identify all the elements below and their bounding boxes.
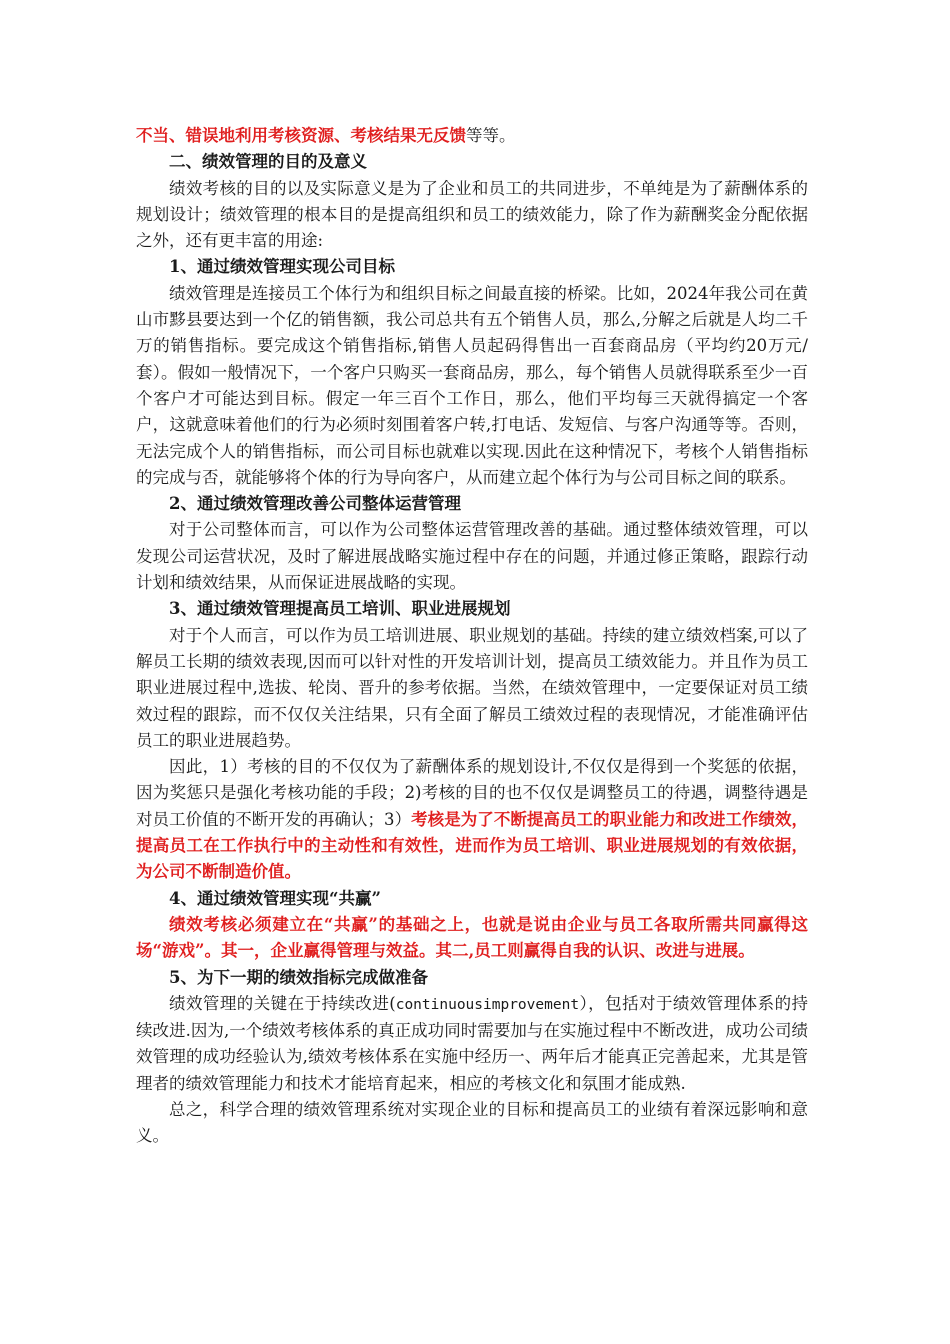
- paragraph-training: 对于个人而言，可以作为员工培训进展、职业规划的基础。持续的建立绩效档案,可以了解员工长期的绩效表现,因而可以针对性的开发培训计划，提高员工绩效能力。并且作为员工职业进展过程中,选拔、轮岗、晋升的参考依据。当然，在绩效管理中，一定要保证对员工绩效过程的跟踪，而不仅仅关注结果，只有全面了解员工绩效过程的表现情况，才能准确评估员工的职业进展趋势。: [136, 625, 808, 750]
- section-heading-2: 二、绩效管理的目的及意义: [169, 152, 367, 172]
- subheading-3: 3、通过绩效管理提高员工培训、职业进展规划: [169, 599, 511, 619]
- paragraph-operations: 对于公司整体而言，可以作为公司整体运营管理改善的基础。通过整体绩效管理，可以发现公司运营状况，及时了解进展战略实施过程中存在的问题，并通过修正策略，跟踪行动计划和绩效结果，从而保证进展战略的实现。: [136, 520, 808, 593]
- paragraph-win-win: 绩效考核必须建立在“共赢”的基础之上，也就是说由企业与员工各取所需共同赢得这场“游戏”。其一，企业赢得管理与效益。其二,员工则赢得自我的认识、改进与进展。: [136, 914, 808, 961]
- paragraph-company-goals: 绩效管理是连接员工个体行为和组织目标之间最直接的桥梁。比如，2024年我公司在黄山市黟县要达到一个亿的销售额，我公司总共有五个销售人员，那么,分解之后就是人均二千万的销售指标。要完成这个销售指标,销售人员起码得售出一百套商品房（平均约20万元/套）。假如一般情况下，一个客户只购买一套商品房，那么，每个销售人员就得联系至少一百个客户才可能达到目标。假定一年三百个工作日，那么，他们平均每三天就得搞定一个客户，这就意味着他们的行为必须时刻围着客户转,打电话、发短信、与客户沟通等等。否则，无法完成个人的销售指标，而公司目标也就难以实现.因此在这种情况下，考核个人销售指标的完成与否，就能够将个体的行为导向客户，从而建立起个体行为与公司目标之间的联系。: [136, 283, 808, 487]
- paragraph-continuation: [136, 123, 808, 149]
- paragraph-text: 因此，1）考核的目的不仅仅为了薪酬体系的规划设计,不仅仅是得到一个奖惩的依据，因为奖惩只是强化考核功能的手段；2)考核的目的也不仅仅是调整员工的待遇，调整待遇是对员工价值的不断开发的再确认；3）: [136, 757, 808, 829]
- subheading-2: 2、通过绩效管理改善公司整体运营管理: [169, 494, 461, 514]
- paragraph-purpose: 绩效考核的目的以及实际意义是为了企业和员工的共同进步，不单纯是为了薪酬体系的规划设计；绩效管理的根本目的是提高组织和员工的绩效能力，除了作为薪酬奖金分配依据之外，还有更丰富的用途:: [136, 178, 808, 251]
- document-page: [136, 123, 808, 1150]
- red-emphasis-text: 考核是为了不断提高员工的职业能力和改进工作绩效，提高员工在工作执行中的主动性和有效性，进而作为员工培训、职业进展规划的有效依据，为公司不断制造价值。: [136, 809, 809, 882]
- subheading-4: 4、通过绩效管理实现“共赢”: [169, 888, 381, 908]
- english-term: continuousimprovement: [395, 996, 580, 1013]
- red-emphasis-text: 不当、错误地利用考核资源、考核结果无反馈: [136, 126, 466, 145]
- paragraph-continuous-improvement: [136, 991, 808, 1097]
- paragraph-conclusion-points: [136, 754, 808, 885]
- subheading-5: 5、为下一期的绩效指标完成做准备: [169, 967, 428, 987]
- paragraph-summary: 总之，科学合理的绩效管理系统对实现企业的目标和提高员工的业绩有着深远影响和意义。: [136, 1099, 808, 1146]
- paragraph-text: 绩效管理的关键在于持续改进(: [169, 993, 396, 1013]
- paragraph-text: ），包括对于绩效管理体系的持续改进.因为,一个绩效考核体系的真正成功同时需要加与在实施过程中不断改进，成功公司绩效管理的成功经验认为,绩效考核体系在实施中经历一、两年后才能真正完善起来，尤其是管理者的绩效管理能力和技术才能培育起来，相应的考核文化和氛围才能成熟.: [136, 993, 809, 1093]
- subheading-1: 1、通过绩效管理实现公司目标: [169, 257, 395, 277]
- paragraph-text: 等等。: [466, 126, 516, 145]
